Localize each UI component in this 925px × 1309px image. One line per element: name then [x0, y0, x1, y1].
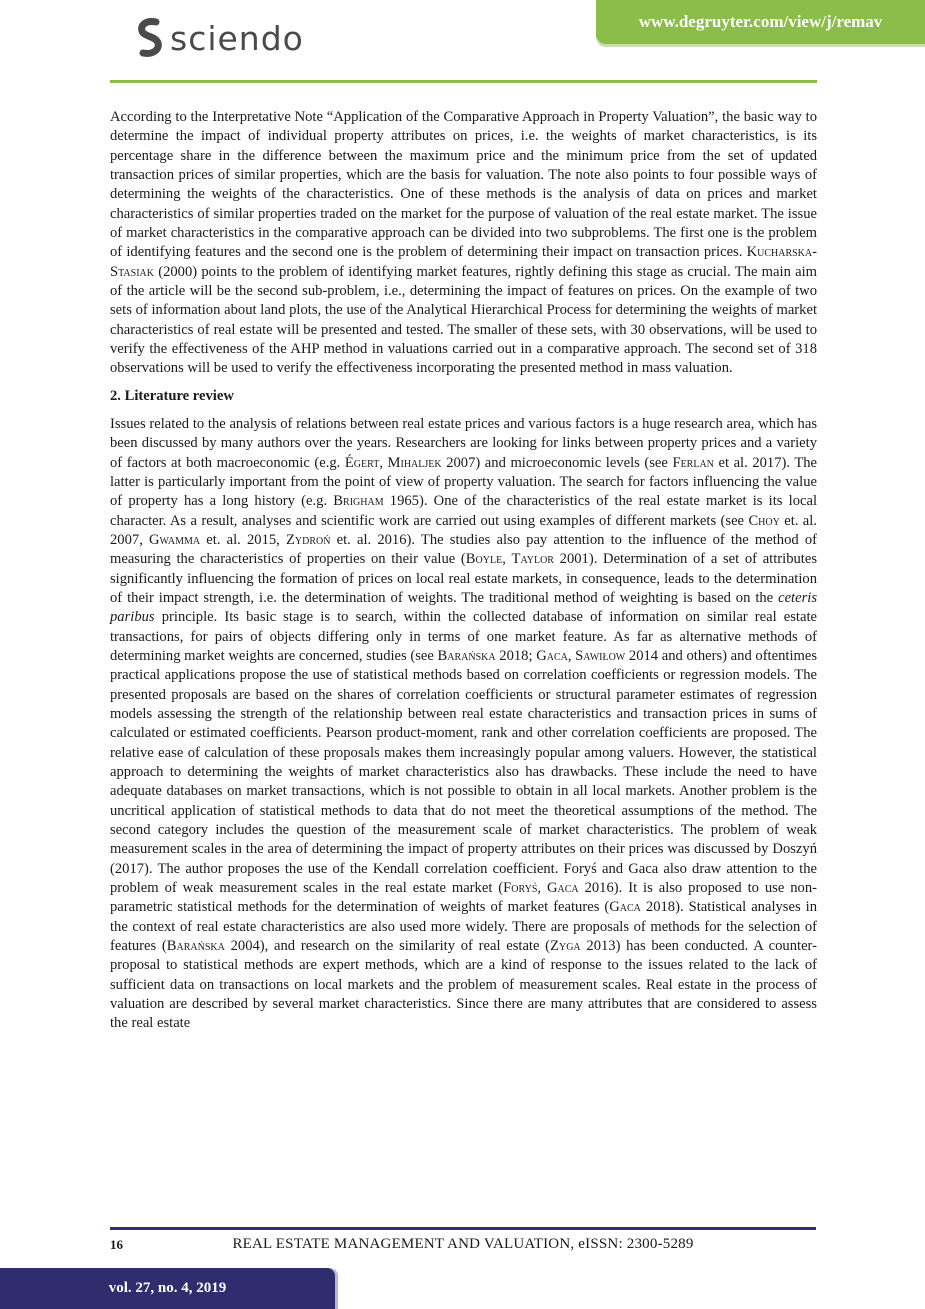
citation-author: Zyga [550, 938, 581, 955]
citation-author: Zydroń [285, 531, 331, 548]
section-heading: 2. Literature review [110, 387, 234, 404]
citation-author: Gwamma [149, 531, 201, 548]
citation-author: Sawiłow [575, 647, 626, 664]
citation-author: Kucharska-Stasiak [110, 244, 817, 280]
logo-text: sciendo [170, 18, 304, 58]
footer-divider [110, 1227, 816, 1230]
citation-author: Choy [748, 512, 780, 529]
latin-term: ceteris paribus [110, 589, 817, 626]
citation-author: Gaca [536, 647, 568, 664]
page-number: 16 [110, 1237, 123, 1252]
citation-author: Barańska [166, 938, 225, 955]
citation-author: Ferlan [672, 454, 714, 471]
article-body [110, 108, 817, 1042]
volume-label: vol. 27, no. 4, 2019 [0, 1268, 335, 1309]
citation-author: Mihaljek [387, 454, 442, 471]
citation-author: Gaca [547, 880, 579, 897]
citation-author: Gaca [609, 899, 641, 916]
citation-author: Égert [344, 454, 380, 471]
journal-title: REAL ESTATE MANAGEMENT AND VALUATION, eISSN: 2300-5289 [232, 1236, 694, 1252]
citation-author: Boyle [465, 551, 503, 568]
paragraph-intro: According to the Interpretative Note “Application of the Comparative Approach in Property Valuation”, the basic way to determine the impact of individual property attributes on prices, i.e. the weights of market characteristics, is its percentage share in the difference between the maximum price and the minimum price from the set of updated transaction prices of similar properties, which are the basis for valuation. The note also points to four possible ways of determining the weights of the characteristics. One of these methods is the analysis of data on prices and market characteristics of similar properties traded on the market for the purpose of valuation of the real estate market. The issue of market characteristics in the comparative approach can be divided into two subproblems. The first one is the problem of identifying features and the second one is the problem of determining their impact on transaction prices. Kucharska-Stasiak (2000) points to the problem of identifying market features, rightly defining this stage as crucial. The main aim of the article will be the second sub-problem, i.e., determining the impact of features on prices. On the example of two sets of information about land plots, the use of the Analytical Hierarchical Process for determining the weights of market characteristics of real estate will be presented and tested. The smaller of these sets, with 30 observations, will be used to verify the effectiveness of the AHP method in valuations carried out in a comparative approach. The second set of 318 observations will be used to verify the effectiveness incorporating the presented method in mass valuation. [110, 109, 817, 377]
citation-author: Brigham [333, 493, 384, 510]
header-divider [110, 80, 817, 83]
citation-author: Taylor [511, 551, 554, 568]
citation-author: Barańska [437, 647, 496, 664]
sciendo-logo-icon [136, 18, 164, 58]
journal-url-link[interactable]: www.degruyter.com/view/j/remav [596, 0, 925, 44]
paragraph-literature-review: Issues related to the analysis of relations between real estate prices and various factors is a huge research area, which has been discussed by many authors over the years. Researchers are looking for links between property prices and a variety of factors at both macroeconomic (e.g. Égert, Mihaljek 2007) and microeconomic levels (see Ferlan et al. 2017). The latter is particularly important from the point of view of property valuation. The search for factors influencing the value of property has a long history (e.g. Brigham 1965). One of the characteristics of the real estate market is its local character. As a result, analyses and scientific work are carried out using examples of different markets (see Choy et. al. 2007, Gwamma et. al. 2015, Zydroń et. al. 2016). The studies also pay attention to the influence of the method of measuring the characteristics of properties on their value (Boyle, Taylor 2001). Determination of a set of attributes significantly influencing the formation of prices on local real estate markets, in consequence, leads to the determination of their impact strength, i.e. the determination of weights. The traditional method of weighting is based on the ceteris paribus principle. Its basic stage is to search, within the collected database of information on similar real estate transactions, for pairs of objects differing only in terms of one market feature. As far as alternative methods of determining market weights are concerned, studies (see Barańska 2018; Gaca, Sawiłow 2014 and others) and oftentimes practical applications propose the use of statistical methods based on correlation coefficients or regression models. The presented proposals are based on the shares of correlation coefficients or structural parameter estimates of regression models assessing the strength of the relationship between real estate characteristics and transaction prices in sums of calculated or estimated coefficients. Pearson product-moment, rank and other correlation coefficients are proposed. The relative ease of calculation of these proposals makes them increasingly popular among valuers. However, the statistical approach to determining the weights of market characteristics also has drawbacks. These include the need to have adequate databases on market transactions, which is not possible to obtain in all local markets. Another problem is the uncritical application of statistical methods to data that do not meet the theoretical assumptions of the method. The second category includes the question of the measurement scale of market characteristics. The problem of weak measurement scales in the area of determining the impact of property attributes on their prices was discussed by Doszyń (2017). The author proposes the use of the Kendall correlation coefficient. Foryś and Gaca also draw attention to the problem of weak measurement scales in the real estate market (Foryś, Gaca 2016). It is also proposed to use non-parametric statistical methods for the determination of weights of market features (Gaca 2018). Statistical analyses in the context of real estate characteristics are also used more widely. There are proposals of methods for the selection of features (Barańska 2004), and research on the similarity of real estate (Zyga 2013) has been conducted. A counter-proposal to statistical methods are expert methods, which are a kind of response to the issues related to the lack of sufficient data on transactions on local markets and the problem of measurement scales. Real estate in the process of valuation are described by several market characteristics. Since there are many attributes that are considered to assess the real estate [110, 415, 818, 1032]
publisher-logo [136, 16, 304, 60]
citation-author: Foryś [503, 880, 538, 897]
